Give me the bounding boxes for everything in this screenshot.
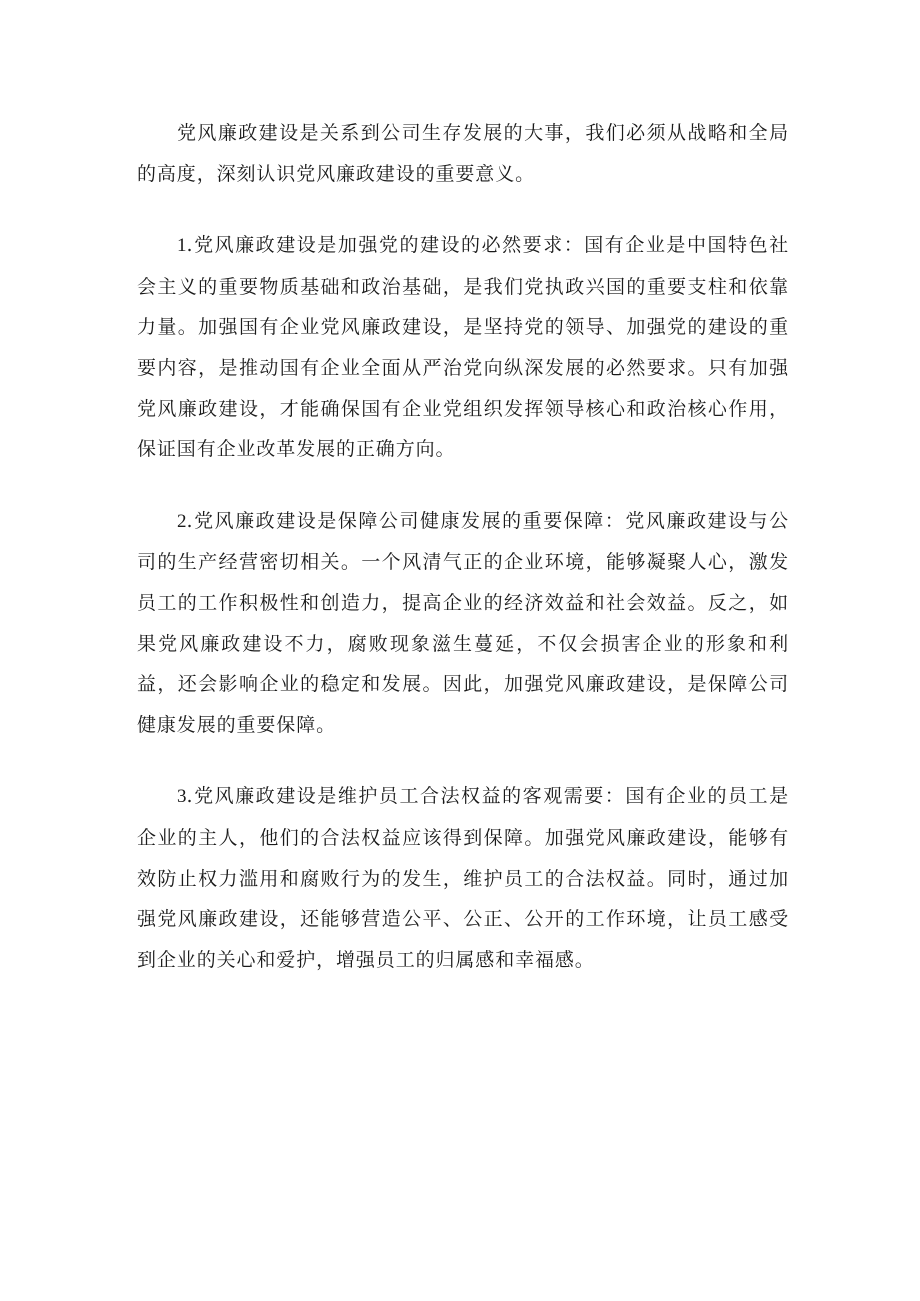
point-paragraph-3 — [137, 776, 789, 980]
point-text: .党风廉政建设是加强党的建设的必然要求：国有企业是中国特色社会主义的重要物质基础和政治基础，是我们党执政兴国的重要支柱和依靠力量。加强国有企业党风廉政建设，是坚持党的领导、加强党的建设的重要内容，是推动国有企业全面从严治党向纵深发展的必然要求。只有加强党风廉政建设，才能确保国有企业党组织发挥领导核心和政治核心作用，保证国有企业改革发展的正确方向。 — [137, 234, 789, 461]
point-text: .党风廉政建设是保障公司健康发展的重要保障：党风廉政建设与公司的生产经营密切相关。一个风清气正的企业环境，能够凝聚人心，激发员工的工作积极性和创造力，提高企业的经济效益和社会效益。反之，如果党风廉政建设不力，腐败现象滋生蔓延，不仅会损害企业的形象和利益，还会影响企业的稳定和发展。因此，加强党风廉政建设，是保障公司健康发展的重要保障。 — [137, 509, 789, 736]
point-paragraph-2 — [137, 501, 789, 746]
document-body — [137, 113, 789, 1011]
point-number: 3 — [177, 786, 187, 808]
point-number: 2 — [177, 510, 187, 532]
point-text: .党风廉政建设是维护员工合法权益的客观需要：国有企业的员工是企业的主人，他们的合法权益应该得到保障。加强党风廉政建设，能够有效防止权力滥用和腐败行为的发生，维护员工的合法权益。同时，通过加强党风廉政建设，还能够营造公平、公正、公开的工作环境，让员工感受到企业的关心和爱护，增强员工的归属感和幸福感。 — [137, 785, 789, 971]
point-paragraph-1 — [137, 225, 789, 470]
intro-paragraph: 党风廉政建设是关系到公司生存发展的大事，我们必须从战略和全局的高度，深刻认识党风廉政建设的重要意义。 — [137, 122, 789, 185]
point-number: 1 — [177, 235, 187, 257]
